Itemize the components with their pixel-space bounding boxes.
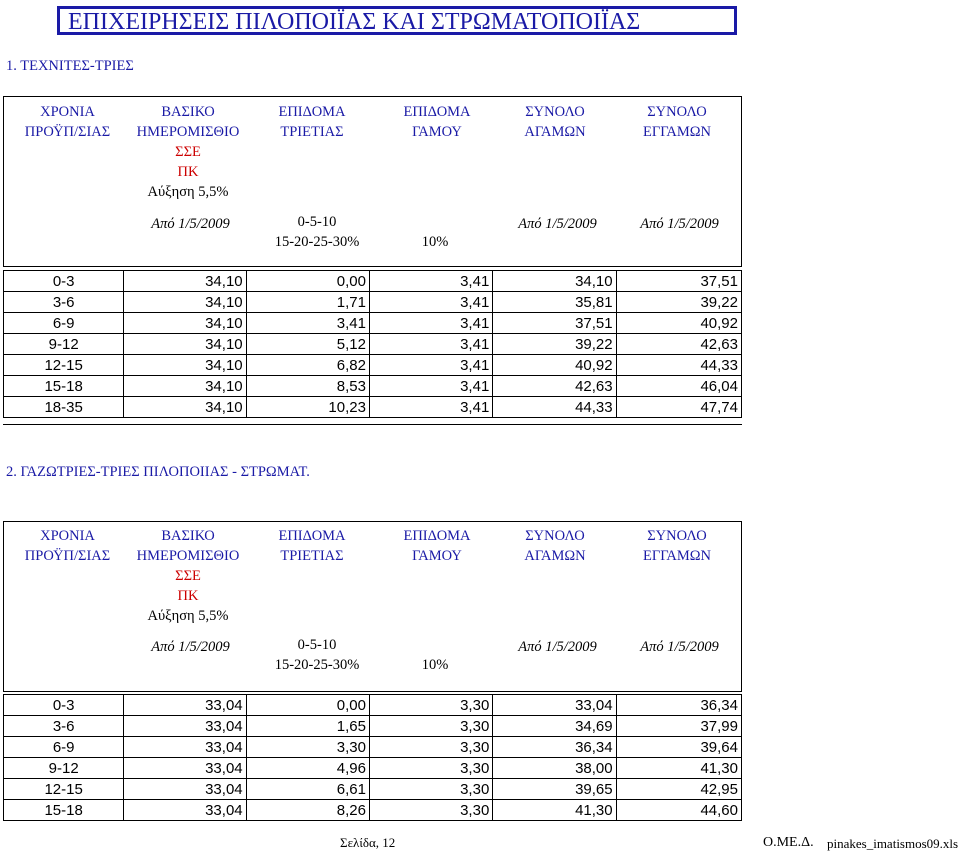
s2-col4-line1: ΕΠΙΔΟΜΑ <box>403 528 471 544</box>
s2-col5-line1: ΣΥΝΟΛΟ <box>525 528 585 544</box>
table-cell: 33,04 <box>124 716 246 737</box>
table-cell: 0,00 <box>246 271 369 292</box>
table-cell: 6,82 <box>246 355 369 376</box>
table-cell: 3,41 <box>369 313 492 334</box>
table-cell: 33,04 <box>493 695 616 716</box>
s2-col2-note: Αύξηση 5,5% <box>147 608 229 624</box>
table-cell: 34,10 <box>124 271 246 292</box>
table-cell: 33,04 <box>124 737 246 758</box>
table-cell: 12-15 <box>4 779 124 800</box>
table-cell: 6-9 <box>4 737 124 758</box>
table-cell: 42,63 <box>616 334 741 355</box>
table-cell: 3,41 <box>369 397 492 418</box>
table-cell: 3,30 <box>369 716 492 737</box>
table-cell: 37,51 <box>493 313 616 334</box>
footer-filename: pinakes_imatismos09.xls <box>827 836 959 851</box>
table-cell: 15-18 <box>4 376 124 397</box>
s2-col3-line1: ΕΠΙΔΟΜΑ <box>278 528 346 544</box>
table-row <box>4 334 742 355</box>
table-cell: 39,65 <box>493 779 616 800</box>
s1-sub-col2: Από 1/5/2009 <box>151 216 230 232</box>
table-row <box>4 313 742 334</box>
s2-col2-red1: ΣΣΕ <box>175 568 201 584</box>
section-1-table <box>3 270 742 418</box>
table-row <box>4 292 742 313</box>
table-cell: 42,95 <box>616 779 741 800</box>
table-cell: 34,10 <box>124 376 246 397</box>
table-cell: 39,22 <box>616 292 741 313</box>
table-cell: 34,10 <box>124 292 246 313</box>
s2-col6-line2: ΕΓΓΑΜΩΝ <box>643 548 711 564</box>
table-cell: 34,10 <box>124 397 246 418</box>
s1-col1-line2: ΠΡΟΫΠ/ΣΙΑΣ <box>24 124 111 140</box>
s1-col3-line1: ΕΠΙΔΟΜΑ <box>278 104 346 120</box>
s2-sub-col3-line2: 15-20-25-30% <box>274 657 360 673</box>
s1-sub-col3-line1: 0-5-10 <box>297 214 337 230</box>
table-cell: 5,12 <box>246 334 369 355</box>
table-cell: 40,92 <box>493 355 616 376</box>
table-cell: 34,69 <box>493 716 616 737</box>
s1-col2-line2: ΗΜΕΡΟΜΙΣΘΙΟ <box>136 124 240 140</box>
table-cell: 3,41 <box>246 313 369 334</box>
s2-col5-line2: ΑΓΑΜΩΝ <box>524 548 586 564</box>
table-cell: 12-15 <box>4 355 124 376</box>
footer-org: Ο.ΜΕ.Δ. <box>763 835 814 850</box>
table-cell: 0-3 <box>4 271 124 292</box>
table-cell: 37,99 <box>616 716 741 737</box>
table-cell: 40,92 <box>616 313 741 334</box>
table-cell: 1,65 <box>246 716 369 737</box>
s2-col1-line2: ΠΡΟΫΠ/ΣΙΑΣ <box>24 548 111 564</box>
table-cell: 34,10 <box>124 313 246 334</box>
footer-page-number: Σελίδα, 12 <box>340 835 396 850</box>
s1-col6-line1: ΣΥΝΟΛΟ <box>647 104 707 120</box>
s1-sub-col3-line2: 15-20-25-30% <box>274 234 360 250</box>
table-cell: 0-3 <box>4 695 124 716</box>
table-cell: 10,23 <box>246 397 369 418</box>
table-cell: 36,34 <box>493 737 616 758</box>
table-cell: 4,96 <box>246 758 369 779</box>
table-cell: 3,41 <box>369 271 492 292</box>
table-cell: 46,04 <box>616 376 741 397</box>
table-row <box>4 737 742 758</box>
table-cell: 18-35 <box>4 397 124 418</box>
s2-sub-col6: Από 1/5/2009 <box>640 639 719 655</box>
table-cell: 3,30 <box>246 737 369 758</box>
table-row <box>4 695 742 716</box>
table-cell: 9-12 <box>4 334 124 355</box>
table-cell: 44,60 <box>616 800 741 821</box>
s1-col2-red1: ΣΣΕ <box>175 144 201 160</box>
section-1-table-body <box>4 271 742 418</box>
s2-col2-line2: ΗΜΕΡΟΜΙΣΘΙΟ <box>136 548 240 564</box>
table-cell: 39,64 <box>616 737 741 758</box>
table-cell: 3,30 <box>369 737 492 758</box>
table-cell: 6,61 <box>246 779 369 800</box>
table-cell: 44,33 <box>493 397 616 418</box>
table-cell: 0,00 <box>246 695 369 716</box>
table-cell: 33,04 <box>124 800 246 821</box>
s2-sub-col2: Από 1/5/2009 <box>151 639 230 655</box>
table-cell: 42,63 <box>493 376 616 397</box>
table-cell: 37,51 <box>616 271 741 292</box>
table-cell: 36,34 <box>616 695 741 716</box>
table-row <box>4 758 742 779</box>
s1-col2-red2: ΠΚ <box>177 164 199 180</box>
table-row <box>4 397 742 418</box>
table-cell: 3,41 <box>369 334 492 355</box>
table-cell: 39,22 <box>493 334 616 355</box>
s1-col6-line2: ΕΓΓΑΜΩΝ <box>643 124 711 140</box>
s1-sub-col4: 10% <box>421 234 449 250</box>
table-cell: 41,30 <box>493 800 616 821</box>
s2-col4-line2: ΓΑΜΟΥ <box>412 548 462 564</box>
s2-col1-line1: ΧΡΟΝΙΑ <box>40 528 95 544</box>
table-cell: 3,30 <box>369 800 492 821</box>
table-cell: 35,81 <box>493 292 616 313</box>
s1-col1-line1: ΧΡΟΝΙΑ <box>40 104 95 120</box>
table-cell: 8,26 <box>246 800 369 821</box>
table-cell: 3,41 <box>369 292 492 313</box>
table-cell: 33,04 <box>124 758 246 779</box>
section-2-heading: 2. ΓΑΖΩΤΡΙΕΣ-ΤΡΙΕΣ ΠΙΛΟΠΟΙΙΑΣ - ΣΤΡΩΜΑΤ. <box>6 464 310 480</box>
table-cell: 41,30 <box>616 758 741 779</box>
s2-sub-col5: Από 1/5/2009 <box>518 639 597 655</box>
section-1-bottom-rule <box>3 424 742 428</box>
page-title-box <box>57 6 737 35</box>
table-cell: 3-6 <box>4 716 124 737</box>
table-cell: 15-18 <box>4 800 124 821</box>
table-cell: 3,30 <box>369 695 492 716</box>
table-cell: 3,41 <box>369 355 492 376</box>
section-1-heading: 1. ΤΕΧΝΙΤΕΣ-ΤΡΙΕΣ <box>6 58 134 74</box>
table-row <box>4 800 742 821</box>
section-2-table <box>3 694 742 821</box>
table-cell: 9-12 <box>4 758 124 779</box>
table-cell: 47,74 <box>616 397 741 418</box>
table-cell: 6-9 <box>4 313 124 334</box>
table-cell: 33,04 <box>124 779 246 800</box>
table-row <box>4 376 742 397</box>
page-title: ΕΠΙΧΕΙΡΗΣΕΙΣ ΠΙΛΟΠΟΙΪΑΣ ΚΑΙ ΣΤΡΩΜΑΤΟΠΟΙΪΑΣ <box>68 9 641 35</box>
s2-col2-red2: ΠΚ <box>177 588 199 604</box>
s1-col4-line2: ΓΑΜΟΥ <box>412 124 462 140</box>
s1-sub-col6: Από 1/5/2009 <box>640 216 719 232</box>
table-cell: 34,10 <box>124 355 246 376</box>
s1-col5-line2: ΑΓΑΜΩΝ <box>524 124 586 140</box>
table-row <box>4 355 742 376</box>
s1-col3-line2: ΤΡΙΕΤΙΑΣ <box>280 124 344 140</box>
s1-col2-note: Αύξηση 5,5% <box>147 184 229 200</box>
table-cell: 34,10 <box>124 334 246 355</box>
s2-col2-line1: ΒΑΣΙΚΟ <box>161 528 215 544</box>
s2-col3-line2: ΤΡΙΕΤΙΑΣ <box>280 548 344 564</box>
table-cell: 1,71 <box>246 292 369 313</box>
table-cell: 38,00 <box>493 758 616 779</box>
table-row <box>4 716 742 737</box>
table-cell: 3,30 <box>369 779 492 800</box>
s2-sub-col3-line1: 0-5-10 <box>297 637 337 653</box>
s1-col5-line1: ΣΥΝΟΛΟ <box>525 104 585 120</box>
table-row <box>4 271 742 292</box>
table-cell: 44,33 <box>616 355 741 376</box>
table-cell: 3,41 <box>369 376 492 397</box>
table-cell: 34,10 <box>493 271 616 292</box>
section-2-table-body <box>4 695 742 821</box>
s1-sub-col5: Από 1/5/2009 <box>518 216 597 232</box>
s2-sub-col4: 10% <box>421 657 449 673</box>
s2-col6-line1: ΣΥΝΟΛΟ <box>647 528 707 544</box>
table-cell: 3-6 <box>4 292 124 313</box>
s1-col2-line1: ΒΑΣΙΚΟ <box>161 104 215 120</box>
table-cell: 8,53 <box>246 376 369 397</box>
table-cell: 33,04 <box>124 695 246 716</box>
table-row <box>4 779 742 800</box>
s1-col4-line1: ΕΠΙΔΟΜΑ <box>403 104 471 120</box>
table-cell: 3,30 <box>369 758 492 779</box>
